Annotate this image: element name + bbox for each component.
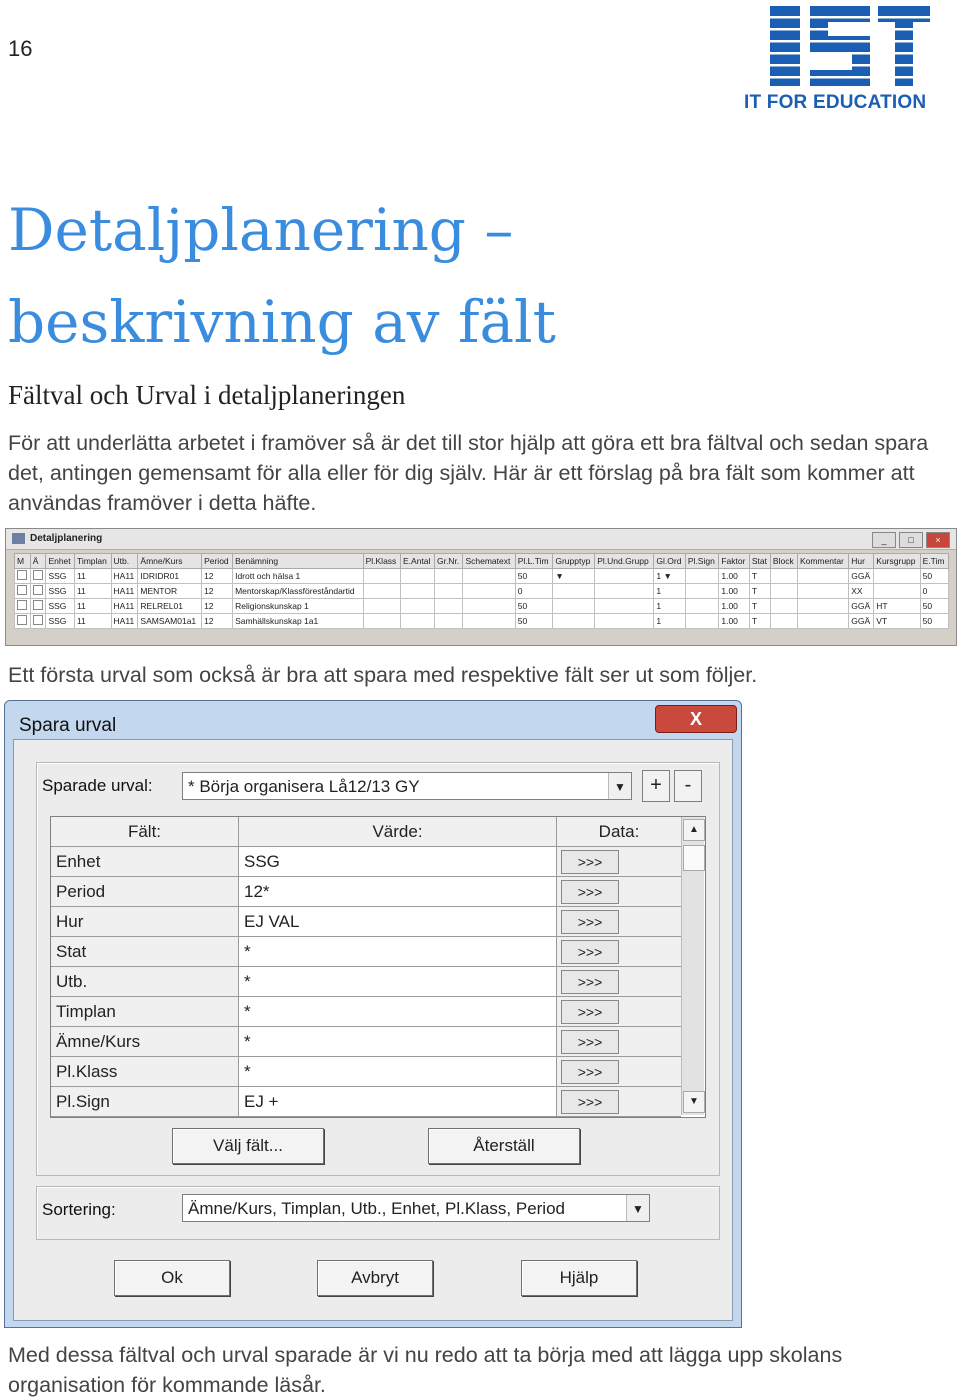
table-cell[interactable]: T <box>749 614 770 629</box>
table-cell[interactable]: HA11 <box>111 584 138 599</box>
table-cell[interactable] <box>685 584 718 599</box>
table-cell[interactable]: 11 <box>74 569 111 584</box>
grid-column-header[interactable]: Pl.Klass <box>363 554 400 569</box>
chevron-down-icon[interactable]: ▼ <box>626 1195 649 1221</box>
field-value-input[interactable]: 12* <box>239 877 557 906</box>
add-selection-button[interactable]: + <box>642 770 670 802</box>
field-name-cell[interactable]: Enhet <box>51 847 239 876</box>
table-cell[interactable]: 1.00 <box>719 569 749 584</box>
field-value-grid <box>50 816 706 1118</box>
table-cell[interactable] <box>363 569 400 584</box>
table-cell[interactable] <box>797 614 848 629</box>
row-checkbox[interactable] <box>15 569 31 584</box>
row-checkbox[interactable] <box>30 569 46 584</box>
saved-selection-combo[interactable] <box>182 772 632 800</box>
data-cell <box>557 847 681 876</box>
table-cell[interactable] <box>434 599 463 614</box>
dialog-title: Spara urval <box>19 715 117 736</box>
grid-column-header[interactable]: Utb. <box>111 554 138 569</box>
ok-button[interactable]: Ok <box>114 1260 230 1296</box>
table-cell[interactable] <box>770 614 797 629</box>
table-cell[interactable]: 1 <box>654 614 685 629</box>
row-checkbox[interactable] <box>15 584 31 599</box>
table-cell[interactable]: SSG <box>46 599 75 614</box>
field-row[interactable] <box>51 967 681 997</box>
data-cell <box>557 1027 681 1056</box>
page-title-line1: Detaljplanering – <box>8 196 514 264</box>
table-cell[interactable] <box>553 614 595 629</box>
maximize-button[interactable]: □ <box>899 532 923 548</box>
table-cell[interactable]: 11 <box>74 614 111 629</box>
table-cell[interactable]: Samhällskunskap 1a1 <box>233 614 364 629</box>
intro-paragraph: För att underlätta arbetet i framöver så är det till stor hjälp att göra ett bra fältval och sedan spara det, antingen gemensamt för alla eller för dig själv. Här är ett förslag på bra fält som kommer att användas framöver i detta häfte. <box>8 431 929 515</box>
field-value-input[interactable]: SSG <box>239 847 557 876</box>
table-cell[interactable] <box>553 584 595 599</box>
field-value-input[interactable]: * <box>239 1027 557 1056</box>
table-cell[interactable]: 11 <box>74 584 111 599</box>
field-value-input[interactable]: * <box>239 937 557 966</box>
table-cell[interactable]: 1 <box>654 599 685 614</box>
table-cell[interactable] <box>797 584 848 599</box>
checkbox[interactable] <box>33 570 43 580</box>
data-picker-button[interactable]: >>> <box>561 1000 619 1024</box>
data-picker-button[interactable]: >>> <box>561 850 619 874</box>
sorting-value: Ämne/Kurs, Timplan, Utb., Enhet, Pl.Klass, Period <box>188 1199 565 1218</box>
field-column-header: Fält: <box>51 817 239 846</box>
table-cell[interactable]: 1.00 <box>719 614 749 629</box>
sorting-label: Sortering: <box>42 1200 116 1219</box>
field-value-input[interactable]: * <box>239 967 557 996</box>
data-column-header: Data: <box>557 817 681 846</box>
table-cell[interactable]: 11 <box>74 599 111 614</box>
page-title-line2: beskrivning av fält <box>8 288 556 356</box>
data-picker-button[interactable]: >>> <box>561 880 619 904</box>
table-cell[interactable] <box>595 614 654 629</box>
grid-column-header[interactable]: M <box>15 554 31 569</box>
table-cell[interactable] <box>595 584 654 599</box>
data-picker-button[interactable]: >>> <box>561 970 619 994</box>
table-cell[interactable] <box>401 599 435 614</box>
grid-column-header[interactable]: Gl.Ord <box>654 554 685 569</box>
table-cell[interactable]: MENTOR <box>138 584 202 599</box>
saved-selection-value: * Börja organisera Lå12/13 GY <box>188 777 420 796</box>
field-name-cell[interactable]: Hur <box>51 907 239 936</box>
field-name-cell[interactable]: Timplan <box>51 997 239 1026</box>
field-value-input[interactable]: * <box>239 1057 557 1086</box>
table-cell[interactable] <box>685 599 718 614</box>
table-cell[interactable]: 50 <box>515 614 553 629</box>
table-cell[interactable]: 0 <box>515 584 553 599</box>
table-cell[interactable] <box>770 584 797 599</box>
table-row[interactable] <box>15 614 949 629</box>
outro-paragraph: Med dessa fältval och urval sparade är vi nu redo att ta börja med att lägga upp skolans organisation för kommande läsår. <box>8 1343 843 1397</box>
table-cell[interactable] <box>685 614 718 629</box>
page-number: 16 <box>8 36 33 61</box>
dialog-body <box>13 739 733 1321</box>
field-name-cell[interactable]: Pl.Sign <box>51 1087 239 1116</box>
app-icon <box>12 533 25 544</box>
grid-column-header[interactable]: Gr.Nr. <box>434 554 463 569</box>
spara-urval-dialog <box>4 700 742 1328</box>
data-cell <box>557 997 681 1026</box>
data-picker-button[interactable]: >>> <box>561 940 619 964</box>
table-cell[interactable] <box>463 584 515 599</box>
table-cell[interactable]: 12 <box>202 614 233 629</box>
table-cell[interactable]: GGÄ <box>849 569 874 584</box>
table-cell[interactable] <box>401 584 435 599</box>
reset-button[interactable]: Återställ <box>428 1128 580 1164</box>
table-row[interactable] <box>15 584 949 599</box>
table-cell[interactable]: IDRIDR01 <box>138 569 202 584</box>
table-cell[interactable] <box>770 599 797 614</box>
table-cell[interactable]: Religionskunskap 1 <box>233 599 364 614</box>
table-cell[interactable]: 50 <box>920 569 948 584</box>
table-cell[interactable]: T <box>749 599 770 614</box>
table-cell[interactable]: 12 <box>202 584 233 599</box>
field-value-input[interactable]: EJ VAL <box>239 907 557 936</box>
table-cell[interactable]: 1.00 <box>719 584 749 599</box>
window-title: Detaljplanering <box>30 533 103 544</box>
table-cell[interactable]: 12 <box>202 599 233 614</box>
table-cell[interactable] <box>363 614 400 629</box>
table-cell[interactable] <box>797 569 848 584</box>
table-cell[interactable] <box>401 614 435 629</box>
table-cell[interactable] <box>363 599 400 614</box>
row-checkbox[interactable] <box>15 614 31 629</box>
table-cell[interactable]: Idrott och hälsa 1 <box>233 569 364 584</box>
table-cell[interactable]: 1 ▼ <box>654 569 685 584</box>
table-cell[interactable] <box>434 614 463 629</box>
data-picker-button[interactable]: >>> <box>561 1090 619 1114</box>
table-cell[interactable]: GGÄ <box>849 599 874 614</box>
table-cell[interactable] <box>595 599 654 614</box>
grid-column-header[interactable]: Benämning <box>233 554 364 569</box>
logo-tagline: IT FOR EDUCATION <box>744 92 927 113</box>
table-cell[interactable]: 50 <box>920 599 948 614</box>
dialog-close-button[interactable]: X <box>655 705 737 733</box>
field-name-cell[interactable]: Stat <box>51 937 239 966</box>
chevron-down-icon[interactable]: ▼ <box>608 773 631 799</box>
minimize-button[interactable]: _ <box>872 532 896 548</box>
grid-column-header[interactable]: Block <box>770 554 797 569</box>
grid-column-header[interactable]: Enhet <box>46 554 75 569</box>
table-cell[interactable] <box>770 569 797 584</box>
field-name-cell[interactable]: Period <box>51 877 239 906</box>
table-cell[interactable]: 12 <box>202 569 233 584</box>
grid-column-header[interactable]: Grupptyp <box>553 554 595 569</box>
table-cell[interactable]: SSG <box>46 584 75 599</box>
grid-column-header[interactable]: E.Antal <box>401 554 435 569</box>
checkbox[interactable] <box>33 585 43 595</box>
data-picker-button[interactable]: >>> <box>561 1030 619 1054</box>
data-cell <box>557 1087 681 1116</box>
grid-column-header[interactable]: Timplan <box>74 554 111 569</box>
table-cell[interactable]: 1 <box>654 584 685 599</box>
field-row[interactable] <box>51 1087 681 1117</box>
table-cell[interactable]: 50 <box>920 614 948 629</box>
checkbox[interactable] <box>17 615 27 625</box>
table-cell[interactable] <box>463 569 515 584</box>
grid-column-header[interactable]: Faktor <box>719 554 749 569</box>
checkbox[interactable] <box>33 615 43 625</box>
grid-column-header[interactable]: Pl.Sign <box>685 554 718 569</box>
planning-grid <box>14 553 949 629</box>
table-cell[interactable]: T <box>749 569 770 584</box>
table-cell[interactable]: HT <box>874 599 920 614</box>
checkbox[interactable] <box>17 570 27 580</box>
sorting-combo[interactable] <box>182 1194 650 1222</box>
checkbox[interactable] <box>33 600 43 610</box>
detaljplanering-window <box>5 528 957 646</box>
checkbox[interactable] <box>17 600 27 610</box>
table-cell[interactable] <box>874 569 920 584</box>
data-cell <box>557 967 681 996</box>
table-cell[interactable]: HA11 <box>111 614 138 629</box>
remove-selection-button[interactable]: - <box>674 770 702 802</box>
table-cell[interactable]: VT <box>874 614 920 629</box>
grid-header <box>51 817 681 847</box>
field-name-cell[interactable]: Pl.Klass <box>51 1057 239 1086</box>
table-cell[interactable]: SAMSAM01a1 <box>138 614 202 629</box>
table-cell[interactable] <box>434 569 463 584</box>
row-checkbox[interactable] <box>30 614 46 629</box>
vertical-scrollbar[interactable] <box>681 817 704 1115</box>
ist-logo <box>770 6 930 86</box>
help-button[interactable]: Hjälp <box>521 1260 637 1296</box>
grid-column-header[interactable]: Kursgrupp <box>874 554 920 569</box>
field-name-cell[interactable]: Utb. <box>51 967 239 996</box>
table-cell[interactable] <box>463 599 515 614</box>
table-cell[interactable] <box>685 569 718 584</box>
scroll-thumb[interactable] <box>683 845 705 871</box>
grid-column-header[interactable]: Pl.L.Tim <box>515 554 553 569</box>
data-cell <box>557 877 681 906</box>
table-cell[interactable] <box>401 569 435 584</box>
table-cell[interactable] <box>595 569 654 584</box>
table-cell[interactable] <box>553 599 595 614</box>
table-row[interactable] <box>15 599 949 614</box>
table-cell[interactable]: Mentorskap/Klassföreståndartid <box>233 584 364 599</box>
table-cell[interactable]: XX <box>849 584 874 599</box>
table-cell[interactable]: 1.00 <box>719 599 749 614</box>
scroll-down-icon[interactable]: ▼ <box>683 1091 705 1113</box>
data-picker-button[interactable]: >>> <box>561 910 619 934</box>
field-value-input[interactable]: EJ + <box>239 1087 557 1116</box>
field-row[interactable] <box>51 937 681 967</box>
table-cell[interactable] <box>874 584 920 599</box>
section-subtitle: Fältval och Urval i detaljplaneringen <box>8 380 406 410</box>
grid-column-header[interactable]: Kommentar <box>797 554 848 569</box>
table-cell[interactable]: 50 <box>515 569 553 584</box>
field-row[interactable] <box>51 997 681 1027</box>
row-checkbox[interactable] <box>30 599 46 614</box>
saved-selection-label: Sparade urval: <box>42 776 153 795</box>
table-cell[interactable]: GGÄ <box>849 614 874 629</box>
field-name-cell[interactable]: Ämne/Kurs <box>51 1027 239 1056</box>
table-cell[interactable] <box>463 614 515 629</box>
grid-column-header[interactable]: Hur <box>849 554 874 569</box>
table-cell[interactable] <box>797 599 848 614</box>
table-cell[interactable]: HA11 <box>111 599 138 614</box>
grid-column-header[interactable]: Stat <box>749 554 770 569</box>
field-row[interactable] <box>51 847 681 877</box>
table-cell[interactable]: 0 <box>920 584 948 599</box>
table-cell[interactable]: SSG <box>46 569 75 584</box>
row-checkbox[interactable] <box>30 584 46 599</box>
table-cell[interactable]: RELREL01 <box>138 599 202 614</box>
grid-column-header[interactable]: Pl.Und.Grupp <box>595 554 654 569</box>
data-cell <box>557 907 681 936</box>
data-cell <box>557 937 681 966</box>
value-column-header: Värde: <box>239 817 557 846</box>
table-row[interactable] <box>15 569 949 584</box>
field-row[interactable] <box>51 907 681 937</box>
scroll-up-icon[interactable]: ▲ <box>683 819 705 841</box>
grid-column-header[interactable]: Schematext <box>463 554 515 569</box>
grid-column-header[interactable]: Period <box>202 554 233 569</box>
table-cell[interactable]: ▼ <box>553 569 595 584</box>
cancel-button[interactable]: Avbryt <box>317 1260 433 1296</box>
field-row[interactable] <box>51 1027 681 1057</box>
data-picker-button[interactable]: >>> <box>561 1060 619 1084</box>
table-cell[interactable]: T <box>749 584 770 599</box>
close-button[interactable]: × <box>926 532 950 548</box>
grid-column-header[interactable]: Ämne/Kurs <box>138 554 202 569</box>
data-cell <box>557 1057 681 1086</box>
field-value-input[interactable]: * <box>239 997 557 1026</box>
table-cell[interactable] <box>363 584 400 599</box>
field-row[interactable] <box>51 877 681 907</box>
caption-paragraph: Ett första urval som också är bra att spara med respektive fält ser ut som följer. <box>8 663 758 687</box>
choose-fields-button[interactable]: Välj fält... <box>172 1128 324 1164</box>
grid-column-header[interactable]: Ä <box>30 554 46 569</box>
checkbox[interactable] <box>17 585 27 595</box>
window-titlebar <box>6 529 956 550</box>
table-cell[interactable] <box>434 584 463 599</box>
row-checkbox[interactable] <box>15 599 31 614</box>
table-cell[interactable]: 50 <box>515 599 553 614</box>
table-cell[interactable]: SSG <box>46 614 75 629</box>
grid-column-header[interactable]: E.Tim <box>920 554 948 569</box>
table-cell[interactable]: HA11 <box>111 569 138 584</box>
field-row[interactable] <box>51 1057 681 1087</box>
